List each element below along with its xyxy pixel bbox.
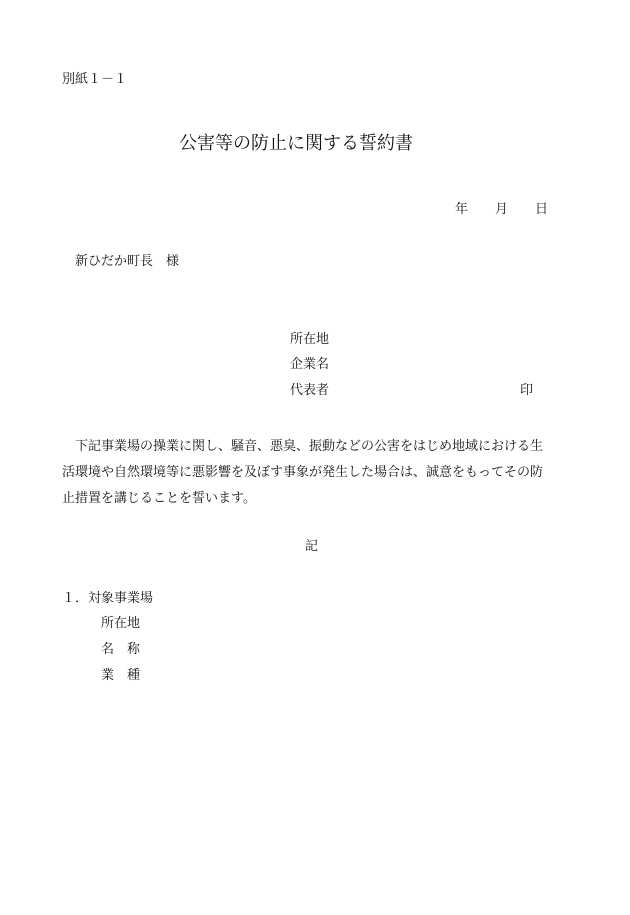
pledge-body (62, 434, 572, 512)
ki-marker: 記 (305, 539, 319, 554)
seal-label: 印 (520, 383, 534, 398)
signer-company-label: 企業名 (290, 357, 330, 372)
date-year: 年 (455, 202, 469, 217)
date-day: 日 (535, 202, 549, 217)
signer-representative-label: 代表者 (290, 383, 330, 398)
section-heading: １．対象事業場 (62, 591, 154, 606)
attachment-label: 別紙１－１ (62, 72, 128, 87)
addressee: 新ひだか町長 様 (75, 254, 180, 269)
signer-address-label: 所在地 (290, 332, 330, 347)
field-industry-label: 業 種 (101, 668, 141, 683)
field-name-label: 名 称 (101, 642, 141, 657)
pledge-line: 止措置を講じることを誓います。 (62, 491, 256, 506)
pledge-line: 活環境や自然環境等に悪影響を及ぼす事象が発生した場合は、誠意をもってその防 (62, 465, 544, 480)
field-address-label: 所在地 (101, 616, 141, 631)
pledge-line: 下記事業場の操業に関し、騒音、悪臭、振動などの公害をはじめ地域における生 (62, 439, 544, 454)
date-month: 月 (495, 202, 509, 217)
document-title: 公害等の防止に関する誓約書 (179, 133, 413, 154)
